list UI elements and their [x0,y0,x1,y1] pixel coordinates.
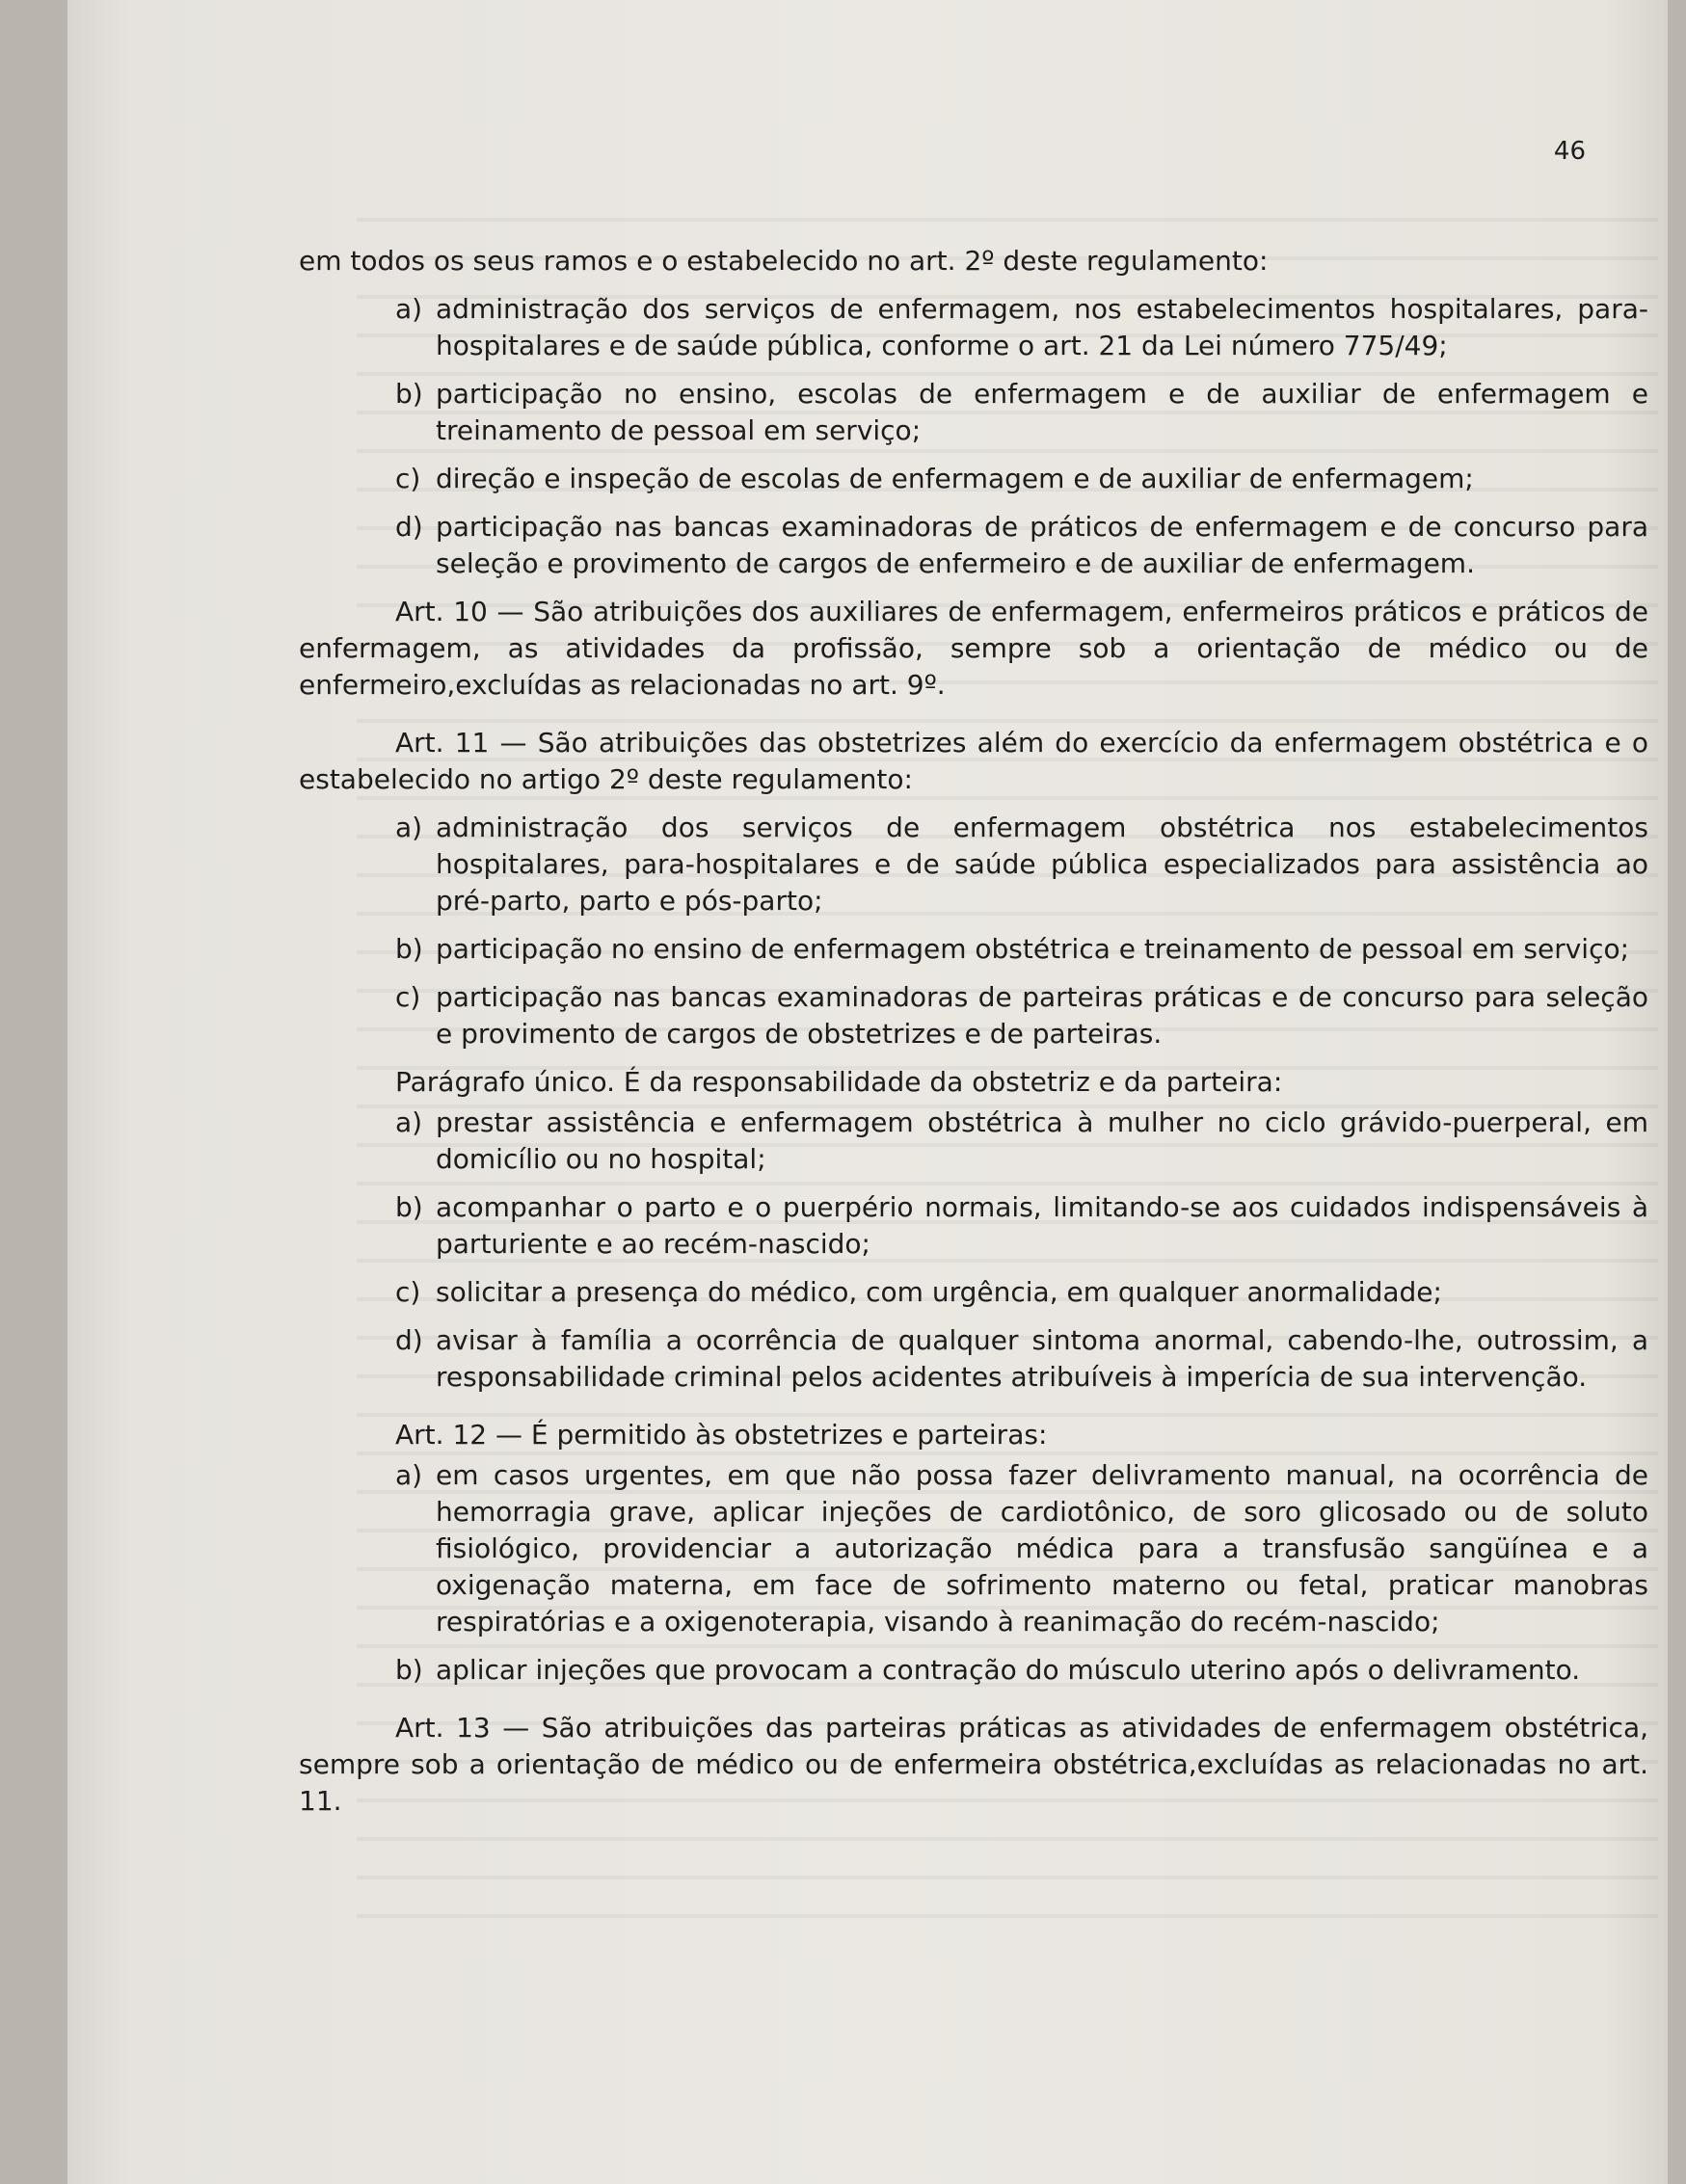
article-12: Art. 12 — É permitido às obstetrizes e parteiras: [395,1419,1048,1451]
paragrafo-unico: Parágrafo único. É da responsabilidade da obstetriz e da parteira: [395,1066,1283,1098]
paragrafo-list [299,1105,1648,1396]
page-number: 46 [1553,137,1586,166]
document-page [67,0,1668,2184]
intro-line: em todos os seus ramos e o estabelecido no art. 2º deste regulamento: [299,245,1269,277]
list-item: b) aplicar injeções que provocam a contração do músculo uterino após o delivramento. [395,1654,1581,1686]
list-item: b) participação no ensino de enfermagem obstétrica e treinamento de pessoal em serviço; [395,933,1630,965]
list-item: b) participação no ensino, escolas de enfermagem e de auxiliar de enfermagem e treinamento de pessoal em serviço; [395,378,1648,446]
list-item: a) em casos urgentes, em que não possa fazer delivramento manual, na ocorrência de hemorragia grave, aplicar injeções de cardiotônico, de soro glicosado ou de soluto fisiológico, providenciar a autorização médica para a transfusão sangüínea e a oxigenação materna, em face de sofrimento materno ou fetal, praticar manobras respiratórias e a oxigenoterapia, visando à reanimação do recém-nascido; [395,1459,1648,1638]
article-13: Art. 13 — São atribuições das parteiras práticas as atividades de enfermagem obstétrica, sempre sob a orientação de médico ou de enfermeira obstétrica,excluídas as relacionadas no art. 11. [299,1712,1648,1817]
document-body [299,243,1648,1831]
list-item: a) administração dos serviços de enfermagem, nos estabelecimentos hospitalares, para-hospitalares e de saúde pública, conforme o art. 21 da Lei número 775/49; [395,293,1648,361]
article-11: Art. 11 — São atribuições das obstetrizes além do exercício da enfermagem obstétrica e o estabelecido no artigo 2º deste regulamento: [299,727,1648,795]
list-item: a) administração dos serviços de enfermagem obstétrica nos estabelecimentos hospitalares, para-hospitalares e de saúde pública especializados para assistência ao pré-parto, parto e pós-parto; [395,812,1648,917]
list-item: d) participação nas bancas examinadoras de práticos de enfermagem e de concurso para seleção e provimento de cargos de enfermeiro e de auxiliar de enfermagem. [395,511,1648,579]
list-item: c) solicitar a presença do médico, com urgência, em qualquer anormalidade; [395,1276,1442,1308]
art9-list [299,291,1648,582]
list-item: d) avisar à família a ocorrência de qualquer sintoma anormal, cabendo-lhe, outrossim, a responsabilidade criminal pelos acidentes atribuíveis à imperícia de sua intervenção. [395,1324,1648,1393]
art12-list [299,1457,1648,1689]
list-item: a) prestar assistência e enfermagem obstétrica à mulher no ciclo grávido-puerperal, em domicílio ou no hospital; [395,1106,1648,1175]
list-item: c) participação nas bancas examinadoras de parteiras práticas e de concurso para seleção e provimento de cargos de obstetrizes e de parteiras. [395,981,1648,1050]
list-item: c) direção e inspeção de escolas de enfermagem e de auxiliar de enfermagem; [395,463,1474,494]
article-10: Art. 10 — São atribuições dos auxiliares de enfermagem, enfermeiros práticos e práticos de enfermagem, as atividades da profissão, sempre sob a orientação de médico ou de enfermeiro,excluídas as relacionadas no art. 9º. [299,596,1648,701]
list-item: b) acompanhar o parto e o puerpério normais, limitando-se aos cuidados indispensáveis à parturiente e ao recém-nascido; [395,1191,1648,1260]
art11-list [299,810,1648,1052]
